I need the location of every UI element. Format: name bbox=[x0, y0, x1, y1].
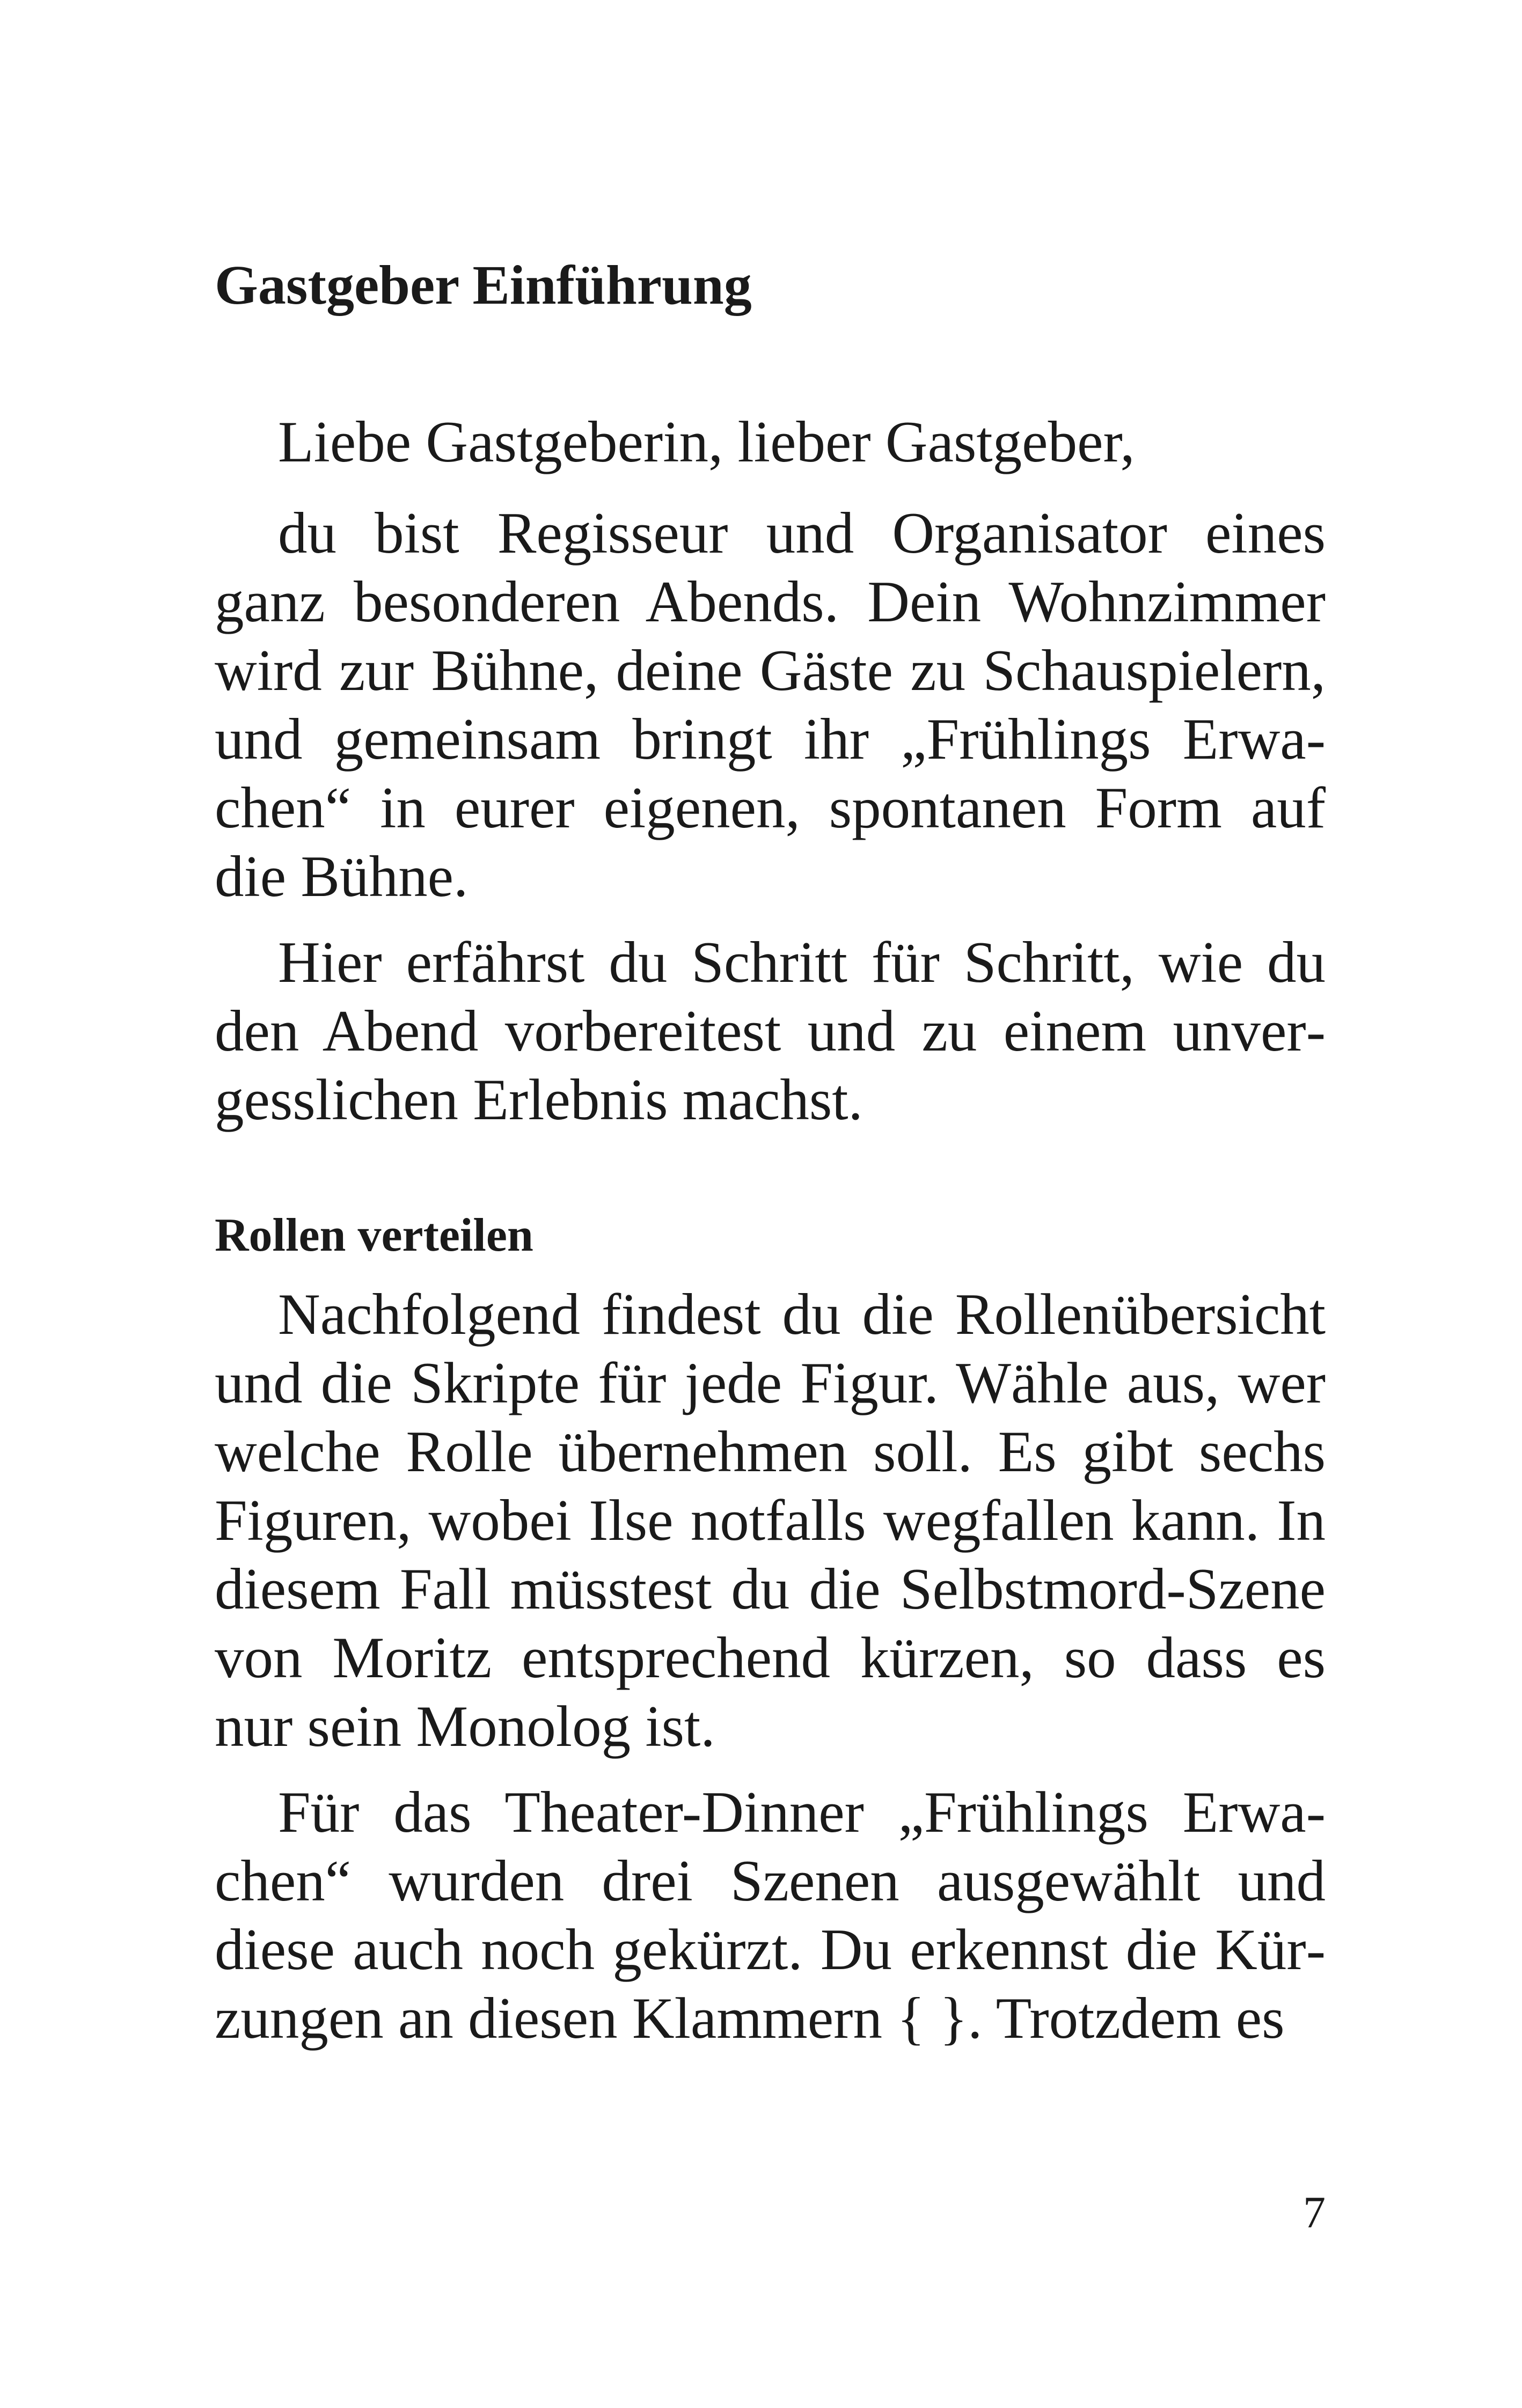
roles-section bbox=[215, 1205, 1326, 2070]
section-paragraph-2: Für das Theater-Dinner „Frühlings Erwachen“ wurden drei Szenen ausgewählt und diese auch noch gekürzt. Du erkennst die Kürzungen an diesen Klammern { }. Trotzdem es bbox=[215, 1780, 1326, 2051]
greeting-line: Liebe Gastgeberin, lieber Gastgeber, bbox=[278, 409, 1135, 474]
section-heading: Rollen verteilen bbox=[215, 1209, 533, 1261]
book-page bbox=[215, 0, 1326, 2408]
page-number: 7 bbox=[1303, 2187, 1326, 2237]
intro-paragraph-2: Hier erfährst du Schritt für Schritt, wie du den Abend vorbereitest und zu einem unvergesslichen Erlebnis machst. bbox=[215, 930, 1326, 1132]
chapter-heading: Gastgeber Einführung bbox=[215, 254, 752, 316]
intro-paragraph-1: du bist Regisseur und Organisator eines ganz besonderen Abends. Dein Wohnzimmer wird zur Bühne, deine Gäste zu Schauspielern, und gemeinsam bringt ihr „Frühlings Erwachen“ in eurer eigenen, spontanen Form auf die Bühne. bbox=[215, 501, 1326, 909]
section-paragraph-1: Nachfolgend findest du die Rollenübersicht und die Skripte für jede Figur. Wähle aus, wer welche Rolle übernehmen soll. Es gibt sechs Figuren, wobei Ilse notfalls wegfallen kann. In diesem Fall müsstest du die Selbstmord-Szene von Moritz entsprechend kürzen, so dass es nur sein Monolog ist. bbox=[215, 1282, 1326, 1759]
intro-section bbox=[215, 408, 1326, 1151]
